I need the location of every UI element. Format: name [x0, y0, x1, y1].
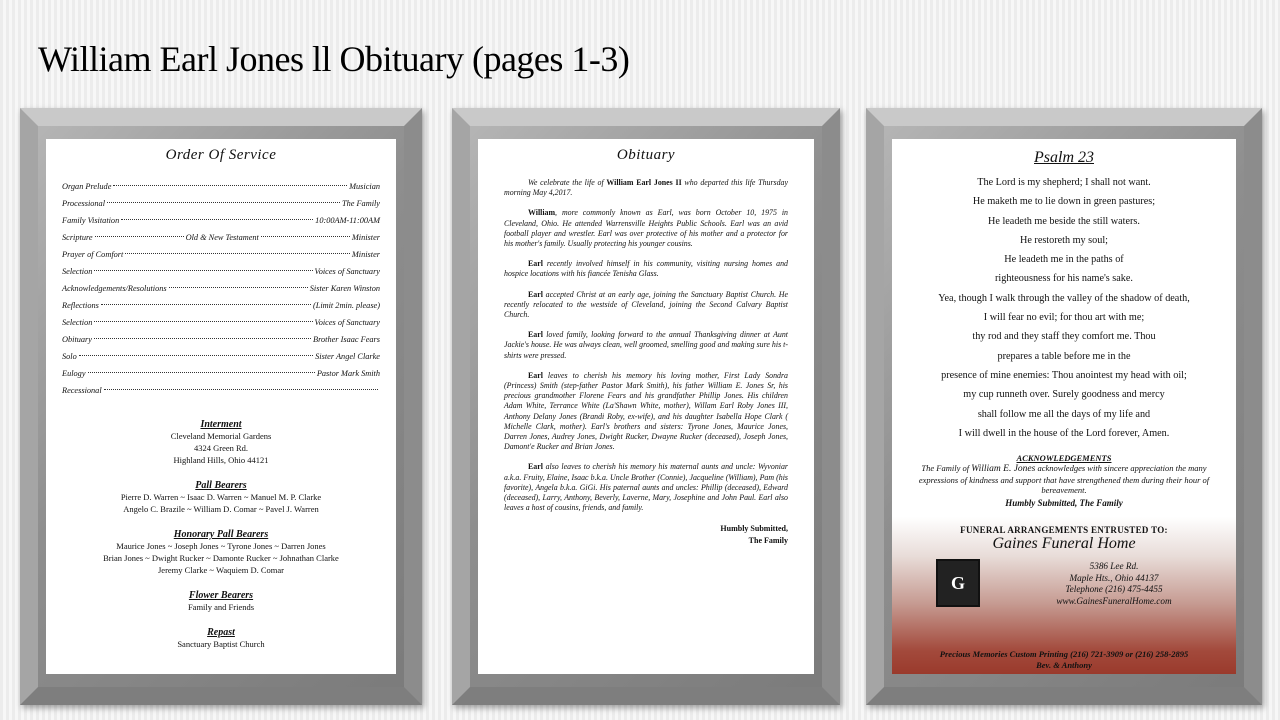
service-item-label: Scripture [62, 233, 93, 242]
honorary-line: Brian Jones ~ Dwight Rucker ~ Damonte Rucker ~ Johnathan Clarke [103, 553, 339, 563]
order-of-service-heading: Order Of Service [165, 147, 277, 163]
funeral-home-name: Gaines Funeral Home [992, 535, 1136, 552]
pall-bearers-title: Pall Bearers [195, 480, 247, 491]
funeral-arrangements [892, 517, 1236, 674]
leader-dots [107, 202, 340, 203]
psalm-line: He maketh me to lie down in green pastures; [972, 196, 1156, 208]
honorary-line: Jeremy Clarke ~ Waquiem D. Comar [157, 565, 285, 575]
psalm-text [892, 173, 1236, 443]
psalm-line: shall follow me all the days of my life and [977, 408, 1151, 420]
leader-dots [261, 236, 350, 237]
service-item-person: Voices of Sanctuary [314, 267, 380, 276]
service-item-label: Obituary [62, 335, 92, 344]
psalm-heading: Psalm 23 [1034, 149, 1094, 166]
leader-dots [113, 185, 347, 186]
service-row [62, 314, 380, 331]
service-item-label: Solo [62, 352, 77, 361]
honorary-line: Maurice Jones ~ Joseph Jones ~ Tyrone Jones ~ Darren Jones [116, 541, 326, 551]
leader-dots [169, 287, 308, 288]
leader-dots [94, 338, 311, 339]
service-item-label: Processional [62, 199, 106, 208]
service-item-person: Brother Isaac Fears [313, 335, 380, 344]
service-item-label: Family Visitation [62, 216, 120, 225]
pall-bearers-line: Angelo C. Brazile ~ William D. Comar ~ Pavel J. Warren [123, 504, 319, 514]
service-row [62, 297, 380, 314]
service-item-person: Musician [349, 182, 380, 191]
service-list [46, 178, 396, 399]
psalm-line: my cup runneth over. Surely goodness and mercy [963, 389, 1165, 401]
acknowledgements-text: The Family of William E. Jones acknowledges with sincere appreciation the many expressions of kindness and support that have strengthened them during their hour of bereavement. [918, 463, 1210, 496]
funeral-arrangements-title: FUNERAL ARRANGEMENTS ENTRUSTED TO: [960, 525, 1168, 535]
leader-dots [121, 219, 313, 220]
page-3-psalm [892, 139, 1236, 674]
psalm-line: righteousness for his name's sake. [995, 273, 1133, 285]
interment-line: 4324 Green Rd. [193, 443, 249, 453]
service-item-person: Voices of Sanctuary [314, 318, 380, 327]
service-item-label: Prayer of Comfort [62, 250, 124, 259]
page-frame-3 [866, 108, 1262, 705]
honorary-pall-bearers-title: Honorary Pall Bearers [173, 529, 269, 540]
service-row [62, 263, 380, 280]
psalm-line: I will dwell in the house of the Lord forever, Amen. [958, 427, 1170, 439]
psalm-line: presence of mine enemies: Thou anointest my head with oil; [941, 369, 1187, 381]
leader-dots [101, 304, 311, 305]
service-item-label: Organ Prelude [62, 182, 112, 191]
service-item-person: 10:00AM-11:00AM [315, 216, 380, 225]
psalm-line: prepares a table before me in the [997, 350, 1131, 362]
leader-dots [94, 321, 312, 322]
service-row [62, 280, 380, 297]
service-item-label: Acknowledgements/Resolutions [62, 284, 167, 293]
psalm-line: I will fear no evil; for thou art with me; [983, 312, 1145, 324]
service-item-detail: Old & New Testament [185, 233, 259, 242]
slide-title: William Earl Jones ll Obituary (pages 1-3) [38, 39, 630, 79]
page-frame-2 [452, 108, 840, 705]
interment-line: Highland Hills, Ohio 44121 [173, 455, 269, 465]
obituary-paragraph: Earl loved family, looking forward to the annual Thanksgiving dinner at Aunt Jackie's house. He was always clean, well groomed, smelling good and making sure his t-shirts were pressed. [504, 330, 788, 360]
service-item-label: Reflections [62, 301, 99, 310]
psalm-line: thy rod and they staff they comfort me. Thou [972, 331, 1156, 343]
service-item-label: Selection [62, 267, 93, 276]
service-item-person: Minister [351, 233, 381, 242]
leader-dots [104, 389, 378, 390]
obituary-paragraph: Earl leaves to cherish his memory his loving mother, First Lady Sondra (Princess) Smith (step-father Pastor Mark Smith), his father William E. Jones Sr, his precious grandmother Florene Fears and his grandfather Phillip Jones. His children Adam White, Terrance White (La'Shawn White, mother), Willam Earl Roby Jones III, Anthony Delany Jones (Brandi Roby, ex-wife), and his daughter Isabella Hope Clark ( Michelle Clark, mother). Earl's brothers and sisters: Tyrone Jones, Maurice Jones, Darren Jones, Audrey Jones, Dwight Rucker, Dwayne Rucker (deceased), Joseph Jones, Damont'e Rucker and Brian Jones. [504, 370, 788, 452]
funeral-home-logo-icon: G [936, 559, 980, 607]
page-frame-1 [20, 108, 422, 705]
service-item-person: Pastor Mark Smith [316, 369, 380, 378]
leader-dots [94, 270, 312, 271]
service-row [62, 331, 380, 348]
funeral-home-address: 5386 Lee Rd. Maple Hts., Ohio 44137 Telephone (216) 475-4455 www.GainesFuneralHome.com [1056, 561, 1172, 606]
page-1-order-of-service [46, 139, 396, 674]
obituary-heading: Obituary [616, 147, 676, 163]
service-row [62, 212, 380, 229]
repast-line: Sanctuary Baptist Church [177, 639, 265, 649]
service-row [62, 229, 380, 246]
page-2-obituary [478, 139, 814, 674]
service-item-label: Eulogy [62, 369, 86, 378]
interment-title: Interment [200, 419, 242, 430]
printer-credit: Precious Memories Custom Printing (216) 721-3909 or (216) 258-2895 Bev. & Anthony [939, 649, 1189, 670]
interment-line: Cleveland Memorial Gardens [170, 431, 272, 441]
service-item-person: Sister Angel Clarke [315, 352, 380, 361]
service-row [62, 382, 380, 399]
acknowledgements-title: ACKNOWLEDGEMENTS [1016, 453, 1112, 464]
psalm-line: The Lord is my shepherd; I shall not want. [977, 177, 1151, 188]
repast-title: Repast [207, 627, 235, 638]
psalm-line: He leadeth me in the paths of [1004, 254, 1124, 266]
psalm-line: Yea, though I walk through the valley of the shadow of death, [938, 292, 1190, 304]
leader-dots [125, 253, 350, 254]
obituary-paragraph: We celebrate the life of William Earl Jones II who departed this life Thursday morning May 4,2017. [504, 178, 788, 198]
service-row [62, 348, 380, 365]
service-item-label: Recessional [62, 386, 102, 395]
service-item-person: Sister Karen Winston [309, 284, 380, 293]
leader-dots [79, 355, 313, 356]
psalm-line: He leadeth me beside the still waters. [988, 215, 1140, 227]
service-row [62, 246, 380, 263]
page-1-sections [46, 419, 396, 650]
psalm-line: He restoreth my soul; [1020, 234, 1108, 246]
pall-bearers-line: Pierre D. Warren ~ Isaac D. Warren ~ Manuel M. P. Clarke [120, 492, 322, 502]
obituary-signature: Humbly Submitted, The Family [720, 524, 788, 546]
obituary-paragraph: Earl accepted Christ at an early age, joining the Sanctuary Baptist Church. He recently relocated to the westside of Cleveland, joining the Second Calvary Baptist Church. [504, 289, 788, 320]
obituary-text [478, 178, 814, 547]
leader-dots [95, 236, 184, 237]
service-item-label: Selection [62, 318, 93, 327]
service-row [62, 195, 380, 212]
service-item-person: (Limit 2min. please) [312, 301, 380, 310]
obituary-paragraph: Earl recently involved himself in his community, visiting nursing homes and hospice locations with his fiancée Tenisha Glass. [504, 259, 788, 279]
acknowledgements-signature: Humbly Submitted, The Family [1005, 497, 1123, 508]
leader-dots [88, 372, 315, 373]
flower-bearers-title: Flower Bearers [188, 590, 254, 601]
service-item-person: The Family [341, 199, 380, 208]
service-item-person: Minister [351, 250, 380, 259]
service-row [62, 365, 380, 382]
flower-bearers-line: Family and Friends [187, 602, 255, 612]
service-row [62, 178, 380, 195]
obituary-paragraph: Earl also leaves to cherish his memory his maternal aunts and uncle: Wyvoniar a.k.a. Fruity, Elaine, Isaac b.k.a. Uncle Brother (Connie), Jacqueline (William), Pam (his favorite), Angela b.k.a. GiGi. His paternal aunts and uncles: Phillip (deceased), Edward (deceased), Larry, Anthony, Beverly, Laverne, Mary, Josephine and John Paul. Earl also leaves a host of cousins, friends, and family. [504, 462, 788, 513]
obituary-paragraph: William, more commonly known as Earl, was born October 10, 1975 in Cleveland, Ohio. He attended Warrensville Heights Public Schools. Earl was an avid football player and wrestler. Earl was over protective of his mother and a protector for his mother's family. Usually protecting his younger cousins. [504, 208, 788, 249]
